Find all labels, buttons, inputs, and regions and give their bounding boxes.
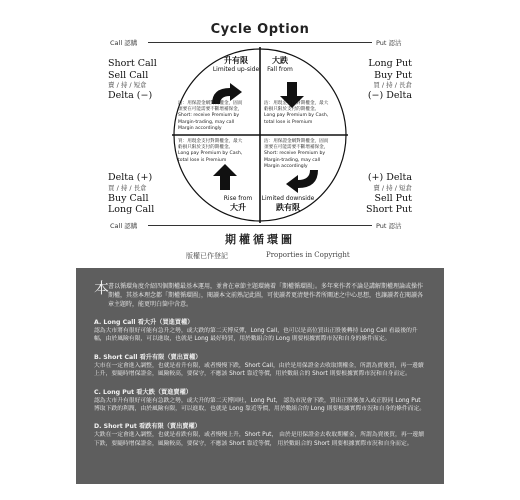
section-body: 認為大市將有很好可能有急升之勢，或大跌的第二天博反彈，Long Call，也可以是高位買出正股後轉持 Long Call 看最後的升幅，由於風險有限，可以進取，也就是 Long 最好時買，用於數組合的 Long 則要根據實際市況和自身的條件而定。 <box>94 328 418 343</box>
rise-from-en: Rise from <box>223 195 253 202</box>
delta-positive-left: Delta (+) <box>108 172 153 183</box>
section-heading: D. Short Put 看跌有限（賣出賣權） <box>94 423 201 431</box>
note-line: Long pay Premium by Cash, <box>178 151 243 157</box>
section-long-call <box>94 318 428 344</box>
note-line: 沽：用保證金網對期權金，固而 <box>178 101 243 106</box>
put-label-top: Put 認沽 <box>376 39 402 47</box>
rise-from-cn: 大升 <box>230 203 246 212</box>
delta-negative-left: Delta (−) <box>108 90 153 101</box>
delta-negative-right: (−) Delta <box>367 90 412 101</box>
section-heading: A. Long Call 看大升（買進買權） <box>94 319 194 326</box>
section-body: 大市在一定會進入調整，也就是看升有限，或者慢慢下跌，Short Call，由於是用保證金去收取期權金，所謂為賣後買，再一邊續上升，要隨時增保證金，風險較高，要保守，不應該 Short 靠近等價，用於數組合的 Short 則要根據實際市況和自身而定。 <box>94 362 424 378</box>
cycle-title-cn: 期權循環圖 <box>225 233 295 246</box>
intro-text: 書以循環角度介紹四個期權最基本運用，並會在章節主題環繞着「期權循環圖」。多年來作者不論是講解期權理論或操作期權，其基本理念都「期權循環圖」，閱讀本文前熟記此圖，可使讀者更清楚作者所闡述之中心思想，也讓讀者在閱讀各章主題時，能更明白箇中含意。 <box>108 283 424 308</box>
section-short-call <box>94 353 428 379</box>
section-body: 認為大市升有很好可能有急跌之勢，或大升的第二天博回吐，Long Put， 認為市況會下跌，買出正股後加入或正股同 Long Put 博取下跌的利潤，由於風險有限，可以進取，也就是 Long 靠近等價，用於數組合的 Long 則要根據實際市況和自身的條件而定。 <box>94 397 426 413</box>
note-line: 沽：用現金支付對期權金，最大 <box>264 101 329 106</box>
long-call-cn: 買 / 持 / 長倉 <box>108 183 147 192</box>
note-line: Long pay Premium by Cash, <box>264 113 329 119</box>
note-line: 虧損只限於支付的期權金。 <box>178 145 234 151</box>
note-line: 沽：用保證金網對期權金，固而 <box>264 139 329 144</box>
intro-dropcap: 本 <box>94 279 110 297</box>
limited-downside-tag <box>258 195 318 213</box>
short-put-line: Short Put <box>365 204 412 215</box>
note-line: Margin-trading, may call <box>178 119 235 125</box>
long-put-block <box>368 58 412 102</box>
note-long-put <box>264 101 342 126</box>
note-line: total lose is Premium <box>178 157 227 163</box>
note-line: Margin-trading, may call <box>264 157 321 163</box>
note-long-call <box>178 139 256 164</box>
note-line: 須要在可能需要不斷增補保金， <box>264 145 329 151</box>
limited-upside-cn: 升有限 <box>224 56 248 65</box>
note-line: Short: receive Premium by <box>178 113 240 119</box>
long-put-cn: 買 / 持 / 長倉 <box>373 81 412 89</box>
fall-from-cn: 大跌 <box>272 56 288 65</box>
fall-from-en: Fall from <box>267 66 293 73</box>
long-put-line: Long Put <box>368 58 412 69</box>
long-call-block <box>108 172 154 216</box>
call-label-top: Call 認購 <box>110 39 138 47</box>
note-line: total lose is Premium <box>264 119 313 125</box>
copyright-en: Proporties in Copyright <box>266 251 350 259</box>
put-label-bottom: Put 認沽 <box>376 222 402 230</box>
note-short-call <box>178 101 256 132</box>
explanation-panel <box>76 268 444 484</box>
intro-paragraph <box>94 279 428 309</box>
note-line: Short: receive Premium by <box>264 151 326 157</box>
limited-upside-en: Limited up-side <box>212 66 260 73</box>
note-line: Margin accordingly <box>178 125 222 131</box>
limited-upside-tag <box>208 56 264 74</box>
sell-call-line: Sell Call <box>108 69 149 81</box>
note-line: Margin accordingly <box>264 163 308 169</box>
note-line: 虧損只限於支付的期權金。 <box>264 107 320 113</box>
long-call-line: Long Call <box>108 204 155 215</box>
note-short-put <box>264 139 342 170</box>
limited-downside-cn: 跌有限 <box>276 203 300 212</box>
section-heading: C. Long Put 看大跌（買進賣權） <box>94 388 192 396</box>
diagram-title: Cycle Option <box>210 22 310 37</box>
buy-call-line: Buy Call <box>108 192 149 204</box>
short-put-cn: 賣 / 持 / 短倉 <box>373 183 412 192</box>
note-line: 須要在可能需要不斷增補保金， <box>178 107 243 113</box>
short-call-cn: 賣 / 持 / 短倉 <box>108 81 147 89</box>
buy-put-line: Buy Put <box>374 69 412 81</box>
section-heading: B. Short Call 看升有限（賣出買權） <box>94 353 202 361</box>
section-short-put <box>94 422 428 448</box>
rise-from-tag <box>216 195 260 213</box>
section-long-put <box>94 388 428 414</box>
short-put-block <box>366 172 412 216</box>
delta-positive-right: (+) Delta <box>367 172 412 183</box>
copyright-cn: 版權已作登記 <box>186 252 228 260</box>
fall-from-tag <box>260 56 300 74</box>
note-line: 買：用現金支付對期權金，最大 <box>178 139 243 144</box>
section-body: 大跌在一定會進入調整，也就是看跌有限，或者慢慢上升，Short Put， 由於是用保證金去收取期權金，所謂為賣後買，再一邊續下跌，要隨時增保證金，風險較高，要保守，不應該 Short 靠近等價， 用於數組合的 Short 則要根據實際市況和自身而定。 <box>94 432 425 447</box>
call-label-bottom: Call 認購 <box>110 222 138 230</box>
sell-put-line: Sell Put <box>374 192 412 204</box>
limited-downside-en: Limited downside <box>261 195 315 202</box>
short-call-line: Short Call <box>108 58 157 69</box>
